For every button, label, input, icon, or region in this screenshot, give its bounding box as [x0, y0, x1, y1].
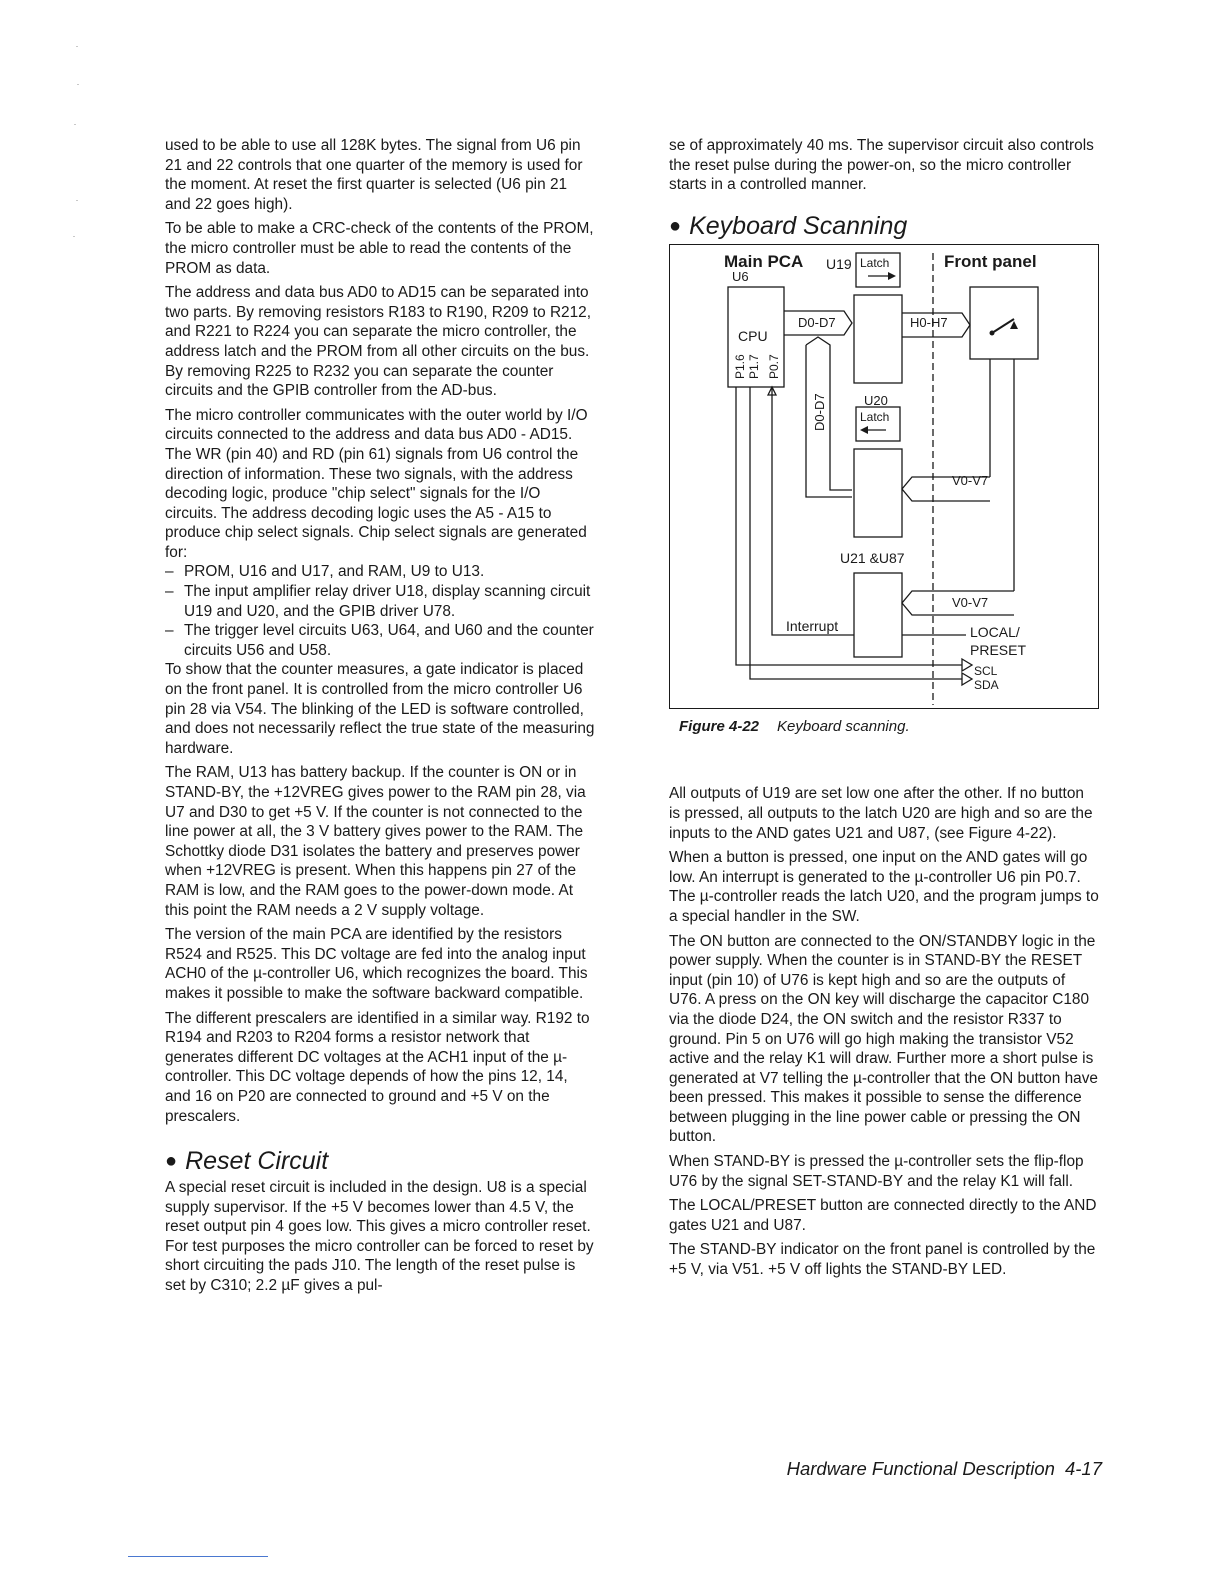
list-item: – The input amplifier relay driver U18, display scanning circuit U19 and U20, and the GPIB driver U78. — [165, 582, 595, 621]
paragraph: A special reset circuit is included in the design. U8 is a special supply supervisor. If the +5 V becomes lower than 4.5 V, the reset output pin 4 goes low. This gives a micro controller reset. For test purposes the micro controller can be forced to reset by short circuiting the pads J10. The length of the reset pulse is set by C310; 2.2 µF gives a pul- — [165, 1179, 594, 1295]
sda-arrow-icon — [962, 673, 972, 685]
paragraph: The ON button are connected to the ON/STANDBY logic in the power supply. When the counter is in STAND-BY the RESET input (pin 10) of U76 is kept high and so are the outputs of U76. A press on the ON key will discharge the capacitor C180 via the diode D24, the ON switch and the resistor R337 to ground. Pin 5 on U76 will go high making the transistor V52 active and the relay K1 will draw. Further more a short pulse is generated at V7 telling the µ-controller that the ON button have been pressed. This makes it possible to sense the difference between plugging in the line power cable or pressing the ON button. — [669, 932, 1098, 1146]
latch-label-2: Latch — [860, 409, 890, 424]
p07-label: P0.7 — [767, 354, 781, 379]
u21-u87-label: U21 &U87 — [840, 549, 905, 566]
figure-title: Keyboard scanning. — [777, 717, 910, 735]
local-label: LOCAL/ — [970, 623, 1020, 640]
paragraph: The STAND-BY indicator on the front panel is controlled by the +5 V, via V51. +5 V off lights the STAND-BY LED. — [669, 1241, 1096, 1279]
switch-pivot — [990, 330, 995, 335]
paragraph: When STAND-BY is pressed the µ-controller sets the flip-flop U76 by the signal SET-STAND-BY and the relay K1 will fall. — [669, 1153, 1084, 1190]
right-column — [669, 136, 1099, 1285]
u19-label: U19 — [826, 255, 852, 272]
block-diagram — [670, 245, 1100, 710]
chip-select-list — [165, 562, 595, 660]
heading-text: Reset Circuit — [185, 1147, 329, 1176]
paragraph: When a button is pressed, one input on the AND gates will go low. An interrupt is generated to the µ-controller U6 pin P0.7. The µ-controller reads the latch U20, and the program jumps to a special handler in the SW. — [669, 849, 1099, 925]
scl-label: SCL — [974, 663, 998, 678]
left-column — [165, 136, 595, 1301]
latch-label: Latch — [860, 255, 890, 270]
bullet-icon: ● — [669, 214, 682, 237]
paragraph: The micro controller communicates with the outer world by I/O circuits connected to the address and data bus AD0 - AD15. The WR (pin 40) and RD (pin 61) signals from U6 control the direction of information. These two signals, with the address decoding logic, produce "chip select" signals for the I/O circuits. The address decoding logic uses the A5 - A15 to produce chip select signals. Chip select signals are generated for: — [165, 406, 588, 561]
front-panel-switch-box — [970, 287, 1038, 359]
arrow-left-head — [860, 426, 868, 434]
switch-contact — [1010, 321, 1018, 329]
v0-v7-label-a: V0-V7 — [952, 472, 989, 488]
paragraph: The version of the main PCA are identified by the resistors R524 and R525. This DC voltage are fed into the analog input ACH0 of the µ-controller U6, which recognizes the board. This makes it possible to make the software backward compatible. — [165, 926, 588, 1002]
footer-title: Hardware Functional Description — [786, 1458, 1055, 1479]
paragraph: The LOCAL/PRESET button are connected directly to the AND gates U21 and U87. — [669, 1197, 1097, 1234]
u6-label: U6 — [732, 268, 749, 284]
page-number: 4-17 — [1064, 1458, 1102, 1479]
preset-label: PRESET — [970, 641, 1027, 658]
paragraph: used to be able to use all 128K bytes. The signal from U6 pin 21 and 22 controls that one quarter of the memory is used for the moment. At reset the first quarter is selected (U6 pin 21 and 22 goes high). — [165, 137, 583, 213]
bottom-rule — [128, 1556, 268, 1557]
arrow-right-head — [888, 272, 896, 280]
cpu-label: CPU — [738, 327, 768, 344]
paragraph: The RAM, U13 has battery backup. If the counter is ON or in STAND-BY, the +12VREG gives power to the RAM pin 28, via U7 and D30 to get +5 V. If the counter is not connected to the line power at all, the 3 V battery gives power to the RAM. The Schottky diode D31 isolates the battery and preserves power when +12VREG is present. When this happens pin 27 of the RAM is low, and the RAM goes to the power-down mode. At this point the RAM needs a 2 V supply voltage. — [165, 764, 586, 919]
h0-h7-label: H0-H7 — [910, 314, 948, 330]
figure-number: Figure 4-22 — [679, 717, 760, 735]
reset-circuit-heading — [165, 1146, 595, 1176]
front-panel-label: Front panel — [944, 251, 1037, 271]
switch-icon — [992, 319, 1014, 333]
bullet-icon: ● — [165, 1150, 178, 1173]
p16-label: P1.6 — [733, 354, 747, 379]
list-item: – PROM, U16 and U17, and RAM, U9 to U13. — [165, 562, 595, 582]
paragraph: To show that the counter measures, a gate indicator is placed on the front panel. It is controlled from the micro controller U6 pin 28 via V54. The blinking of the LED is software controlled, and does not necessarily reflect the true state of the measuring hardware. — [165, 661, 595, 757]
u20-body — [854, 449, 902, 537]
scl-line — [736, 387, 962, 665]
paragraph: All outputs of U19 are set low one after the other. If no button is pressed, all outputs to the latch U20 are high and so are the inputs to the AND gates U21 and U87, (see Figure 4-22). — [669, 785, 1093, 842]
list-item: – The trigger level circuits U63, U64, and U60 and the counter circuits U56 and U58. — [165, 621, 595, 660]
p17-label: P1.7 — [747, 354, 761, 379]
heading-text: Keyboard Scanning — [689, 211, 908, 240]
v0-v7-label-b: V0-V7 — [952, 594, 989, 610]
interrupt-label: Interrupt — [786, 617, 839, 634]
main-pca-label: Main PCA — [724, 251, 804, 271]
d0-d7-label: D0-D7 — [798, 314, 836, 330]
figure-caption — [679, 717, 1099, 737]
u20-label: U20 — [864, 392, 888, 408]
keyboard-scanning-figure — [669, 244, 1099, 709]
paragraph: To be able to make a CRC-check of the contents of the PROM, the micro controller must be able to read the contents of the PROM as data. — [165, 220, 594, 277]
paragraph: se of approximately 40 ms. The supervisor circuit also controls the reset pulse during the power-on, so the micro controller starts in a controlled manner. — [669, 137, 1094, 194]
paragraph: The address and data bus AD0 to AD15 can be separated into two parts. By removing resistors R183 to R190, R209 to R212, and R221 to R224 you can separate the micro controller, the address latch and the PROM from all other circuits on the bus. By removing R225 to R232 you can separate the counter circuits and the GPIB controller from the AD-bus. — [165, 284, 592, 400]
paragraph: The different prescalers are identified in a similar way. R192 to R194 and R203 to R204 forms a resistor network that generates different DC voltages at the ACH1 input of the µ-controller. This DC voltage depends of how the pins 12, 14, and 16 on P20 are connected to ground and +5 V on the prescalers. — [165, 1009, 590, 1125]
u19-body — [854, 295, 902, 383]
scl-arrow-icon — [962, 659, 972, 671]
u21-u87-box — [854, 573, 902, 657]
d0-d7-vertical-label: D0-D7 — [812, 393, 827, 431]
sda-label: SDA — [974, 677, 999, 692]
keyboard-scanning-heading — [669, 211, 1099, 241]
page-footer — [787, 1458, 1102, 1480]
